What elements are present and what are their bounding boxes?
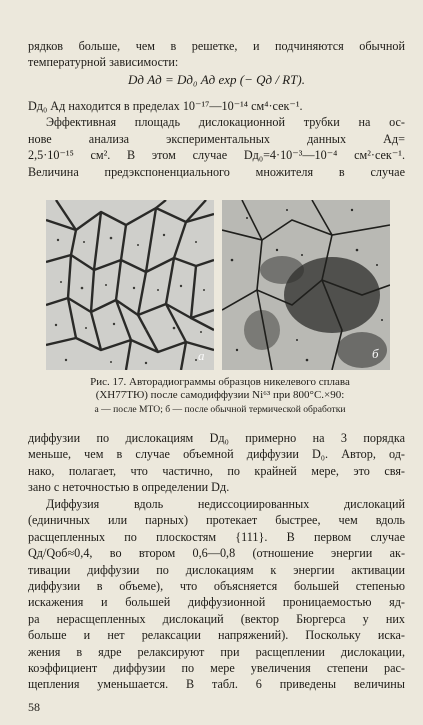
text-line: ра нерасщепленных дислокаций (вектор Бюргерса у них: [28, 611, 405, 626]
text-line: расщепленных по плоскостям {111}. В первом случае: [28, 529, 405, 544]
text-line: меньше, чем в случае объемной диффузии D₀. Автор, од-: [28, 447, 405, 462]
text-line: диффузии по дислокациям Dд₀ примерно на 3 порядка: [28, 431, 405, 445]
top-paragraph: [28, 38, 405, 71]
text-line: рядков больше, чем в решетке, и подчиняются обычной: [28, 39, 405, 53]
text-line: нако, полагает, что частично, по крайней мере, это свя-: [28, 463, 405, 478]
text-line: диффузии в объеме), что объясняется большей степенью: [28, 579, 405, 594]
figure-17: [46, 200, 390, 370]
text-line: (единичных или парных) протекает быстрее, чем вдоль: [28, 513, 405, 528]
paragraph-3: [28, 496, 405, 693]
caption-line: Рис. 17. Авторадиограммы образцов никелевого сплава: [90, 376, 350, 388]
text-line: 2,5·10⁻¹⁵ см². В этом случае Dд₀=4·10⁻³—10⁻⁴ см²·сек⁻¹.: [28, 148, 405, 163]
text-line: Диффузия вдоль недиссоциированных дислокаций: [46, 497, 405, 511]
figure-caption: [40, 376, 400, 416]
autoradiogram-b-image: [222, 200, 390, 370]
text-line: Dд₀ Aд находится в пределах 10⁻¹⁷—10⁻¹⁴ см⁴·сек⁻¹.: [28, 99, 303, 113]
text-line: Эффективная площадь дислокационной трубки на ос-: [46, 115, 405, 130]
caption-line: а — после МТО; б — после обычной термической обработки: [94, 403, 346, 415]
paragraph-2: [28, 430, 405, 496]
autoradiogram-a-image: [46, 200, 214, 370]
text-line: коэффициент диффузии по мере увеличения степени рас-: [28, 661, 405, 676]
equation: Dд Aд = Dд₀ Aд exp (− Qд / RT).: [128, 72, 305, 87]
figure-label-b: б: [372, 346, 379, 361]
text-line: нове анализа экспериментальных данных Aд=: [28, 131, 405, 146]
text-line: Величина предэкспоненциального множителя в случае: [28, 164, 405, 179]
text-line: искажения и большей диффузионной проницаемостью яд-: [28, 595, 405, 610]
caption-line: (ХН77ТЮ) после самодиффузии Ni⁶³ при 800°С.×90:: [95, 389, 345, 402]
text-line: зано с неточностью в определении Dд.: [28, 480, 230, 495]
text-line: температурной зависимости:: [28, 55, 179, 70]
text-line: тивации диффузии по дислокациям к энергии активации: [28, 562, 405, 577]
paragraph-1: [28, 98, 405, 180]
page-number: 58: [28, 700, 40, 714]
text-line: щепления уменьшается. В табл. 6 приведены величины: [28, 677, 405, 692]
text-line: жения в ядре релаксируют при расщеплении дислокации,: [28, 644, 405, 659]
text-line: Qд/Qоб≈0,4, во втором 0,6—0,8 (отношение энергии ак-: [28, 546, 405, 561]
figure-label-a: а: [198, 348, 205, 363]
text-line: больше и нет релаксации напряжений). Поскольку иска-: [28, 628, 405, 643]
